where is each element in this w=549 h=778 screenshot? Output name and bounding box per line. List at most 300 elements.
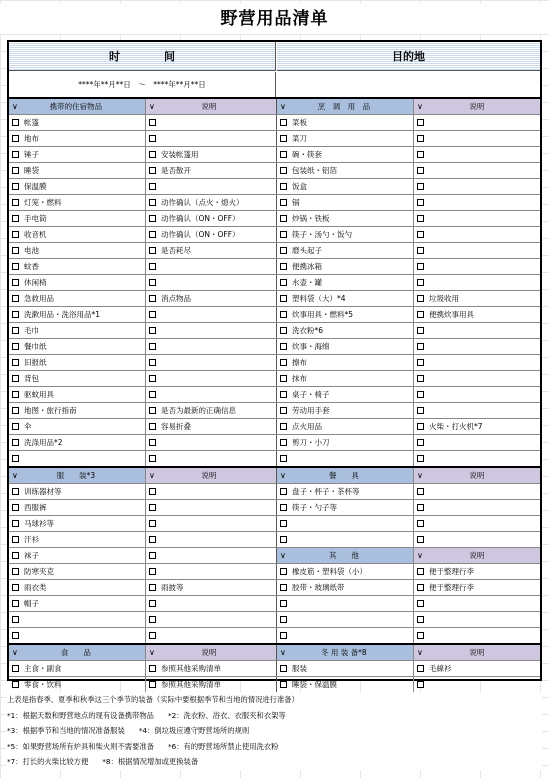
item-left[interactable] [9,243,146,258]
checkbox[interactable] [149,520,156,527]
checkbox[interactable] [280,568,287,575]
item-left[interactable] [9,387,146,402]
item-right[interactable] [277,163,414,178]
note-right[interactable] [414,371,540,386]
checkbox[interactable] [149,584,156,591]
checkbox[interactable] [417,423,424,430]
note-left[interactable] [146,307,277,322]
item-right[interactable] [277,516,414,531]
note-right[interactable] [414,131,540,146]
checkbox[interactable] [280,504,287,511]
item-left[interactable] [9,259,146,274]
note-left[interactable] [146,596,277,611]
checkbox[interactable] [417,199,424,206]
note-left[interactable] [146,516,277,531]
checkbox[interactable] [280,327,287,334]
checkbox[interactable] [417,183,424,190]
item-right[interactable] [277,147,414,162]
checkbox[interactable] [280,263,287,270]
note-left[interactable] [146,355,277,370]
checkbox[interactable] [12,135,19,142]
item-right[interactable] [277,243,414,258]
checkbox[interactable] [280,135,287,142]
item-left[interactable] [9,548,146,563]
checkbox[interactable] [149,295,156,302]
chevron-down-icon[interactable]: ∨ [149,648,155,657]
item-right-text: 炊事用具・燃料*5 [292,310,354,319]
checkbox[interactable] [149,616,156,623]
checkbox[interactable] [12,391,19,398]
note-left[interactable] [146,580,277,595]
checkbox[interactable] [12,263,19,270]
item-left[interactable] [9,163,146,178]
note-left[interactable] [146,371,277,386]
checkbox[interactable] [417,488,424,495]
checkbox[interactable] [417,504,424,511]
note-right[interactable] [414,275,540,290]
checkbox[interactable] [149,375,156,382]
item-right[interactable] [277,403,414,418]
item-left[interactable] [9,307,146,322]
checkbox[interactable] [12,199,19,206]
checkbox[interactable] [280,295,287,302]
checkbox[interactable] [12,665,19,672]
note-right[interactable] [414,227,540,242]
checkbox[interactable] [280,520,287,527]
footnote-3: *3：根据季节和当地的情况准备服装 [7,726,125,735]
checkbox[interactable] [417,151,424,158]
checkbox[interactable] [417,167,424,174]
checkbox[interactable] [280,488,287,495]
checkbox[interactable] [12,343,19,350]
note-left[interactable] [146,131,277,146]
checkbox[interactable] [280,167,287,174]
item-left[interactable] [9,677,146,692]
note-left[interactable] [146,532,277,547]
item-right[interactable] [277,339,414,354]
checkbox[interactable] [417,215,424,222]
item-right[interactable] [277,131,414,146]
section-header-cell [9,468,146,483]
checkbox[interactable] [149,327,156,334]
checkbox[interactable] [12,520,19,527]
item-left[interactable] [9,532,146,547]
item-left[interactable] [9,435,146,450]
checklist-row [9,147,540,163]
note-left[interactable] [146,628,277,643]
checkbox[interactable] [12,167,19,174]
checkbox[interactable] [417,520,424,527]
item-left[interactable] [9,275,146,290]
checkbox[interactable] [12,279,19,286]
checkbox[interactable] [12,681,19,688]
note-right[interactable] [414,243,540,258]
checkbox[interactable] [149,359,156,366]
checkbox[interactable] [12,231,19,238]
checkbox[interactable] [12,600,19,607]
note-left[interactable] [146,451,277,466]
note-left[interactable] [146,323,277,338]
checkbox[interactable] [12,375,19,382]
note-right[interactable] [414,115,540,130]
checkbox[interactable] [417,375,424,382]
item-left[interactable] [9,323,146,338]
item-left[interactable] [9,516,146,531]
chevron-down-icon[interactable]: ∨ [417,551,423,560]
note-left[interactable] [146,211,277,226]
item-right[interactable] [277,484,414,499]
chevron-down-icon[interactable]: ∨ [149,471,155,480]
item-right[interactable] [277,580,414,595]
note-left[interactable] [146,677,277,692]
item-right-text: 服装 [292,664,307,673]
chevron-down-icon[interactable]: ∨ [280,648,286,657]
item-left[interactable] [9,195,146,210]
note-left[interactable] [146,115,277,130]
item-left[interactable] [9,179,146,194]
checkbox[interactable] [12,151,19,158]
checkbox[interactable] [417,359,424,366]
note-right[interactable] [414,147,540,162]
checkbox[interactable] [280,151,287,158]
checkbox[interactable] [417,311,424,318]
note-right[interactable] [414,355,540,370]
item-left[interactable] [9,628,146,643]
note-right[interactable] [414,323,540,338]
note-right[interactable] [414,661,540,676]
note-left[interactable] [146,548,277,563]
checkbox[interactable] [149,343,156,350]
checkbox[interactable] [149,231,156,238]
checkbox[interactable] [12,632,19,639]
checkbox[interactable] [280,215,287,222]
note-right[interactable] [414,564,540,579]
note-right[interactable] [414,628,540,643]
item-left[interactable] [9,580,146,595]
checkbox[interactable] [280,199,287,206]
destination-value[interactable] [277,72,540,97]
note-right[interactable] [414,163,540,178]
checkbox[interactable] [149,439,156,446]
item-left[interactable] [9,661,146,676]
checkbox[interactable] [12,616,19,623]
checkbox[interactable] [12,295,19,302]
item-right[interactable] [277,275,414,290]
note-left[interactable] [146,500,277,515]
note-right[interactable] [414,451,540,466]
note-right[interactable] [414,419,540,434]
note-right[interactable] [414,500,540,515]
checkbox[interactable] [280,616,287,623]
checkbox[interactable] [12,327,19,334]
item-left[interactable] [9,419,146,434]
checkbox[interactable] [149,215,156,222]
note-left[interactable] [146,163,277,178]
item-right[interactable] [277,564,414,579]
note-right[interactable] [414,307,540,322]
checkbox[interactable] [417,279,424,286]
checkbox[interactable] [280,247,287,254]
checkbox[interactable] [12,183,19,190]
item-right[interactable] [277,227,414,242]
chevron-down-icon[interactable]: ∨ [417,648,423,657]
checkbox[interactable] [417,616,424,623]
item-left[interactable] [9,227,146,242]
item-right[interactable] [277,323,414,338]
checkbox[interactable] [417,439,424,446]
checklist-row [9,564,540,580]
checkbox[interactable] [280,536,287,543]
item-left-text: 餐巾纸 [24,342,47,351]
checkbox[interactable] [280,681,287,688]
checkbox[interactable] [280,375,287,382]
item-right[interactable] [277,307,414,322]
checkbox[interactable] [417,681,424,688]
checkbox[interactable] [149,600,156,607]
item-right-text: 水壶・罐 [292,278,322,287]
checklist-row [9,227,540,243]
checkbox[interactable] [149,665,156,672]
item-right[interactable] [277,419,414,434]
checkbox[interactable] [149,568,156,575]
checkbox[interactable] [149,632,156,639]
checkbox[interactable] [149,279,156,286]
item-right[interactable] [277,500,414,515]
item-right[interactable] [277,195,414,210]
checkbox[interactable] [149,183,156,190]
checkbox[interactable] [280,359,287,366]
checkbox[interactable] [417,455,424,462]
note-left[interactable] [146,291,277,306]
item-right[interactable] [277,435,414,450]
checkbox[interactable] [149,135,156,142]
note-right[interactable] [414,435,540,450]
item-left-text: 马球衫等 [24,519,54,528]
checkbox[interactable] [12,552,19,559]
checkbox[interactable] [417,295,424,302]
checkbox[interactable] [149,536,156,543]
checkbox[interactable] [12,488,19,495]
checklist-row [9,677,540,693]
checkbox[interactable] [280,439,287,446]
checkbox[interactable] [280,665,287,672]
item-left[interactable] [9,484,146,499]
item-left[interactable] [9,596,146,611]
checkbox[interactable] [149,263,156,270]
item-left[interactable] [9,115,146,130]
checkbox[interactable] [12,423,19,430]
note-right[interactable] [414,291,540,306]
checkbox[interactable] [149,407,156,414]
item-left[interactable] [9,451,146,466]
checkbox[interactable] [280,455,287,462]
checkbox[interactable] [417,327,424,334]
item-left[interactable] [9,339,146,354]
note-right[interactable] [414,677,540,692]
note-left[interactable] [146,275,277,290]
note-left[interactable] [146,387,277,402]
item-left-text: 汗衫 [24,535,39,544]
item-right[interactable] [277,661,414,676]
chevron-down-icon[interactable]: ∨ [280,551,286,560]
item-right[interactable] [277,677,414,692]
item-right[interactable] [277,371,414,386]
checkbox[interactable] [12,359,19,366]
note-right[interactable] [414,195,540,210]
checkbox[interactable] [417,632,424,639]
note-right[interactable] [414,339,540,354]
checkbox[interactable] [280,423,287,430]
note-right[interactable] [414,259,540,274]
item-left[interactable] [9,131,146,146]
item-right[interactable] [277,259,414,274]
item-right[interactable] [277,532,414,547]
checkbox[interactable] [12,439,19,446]
checkbox[interactable] [149,552,156,559]
checkbox[interactable] [149,151,156,158]
checkbox[interactable] [417,584,424,591]
item-right[interactable] [277,211,414,226]
item-right[interactable] [277,612,414,627]
checkbox[interactable] [12,247,19,254]
checkbox[interactable] [280,119,287,126]
item-right[interactable] [277,451,414,466]
checkbox[interactable] [280,231,287,238]
note-left[interactable] [146,612,277,627]
note-left[interactable] [146,179,277,194]
checkbox[interactable] [12,584,19,591]
checkbox[interactable] [280,391,287,398]
checkbox[interactable] [149,423,156,430]
checkbox[interactable] [149,167,156,174]
chevron-down-icon[interactable]: ∨ [12,102,18,111]
checkbox[interactable] [417,568,424,575]
item-right[interactable] [277,115,414,130]
checkbox[interactable] [417,391,424,398]
note-left[interactable] [146,484,277,499]
checkbox[interactable] [417,665,424,672]
checkbox[interactable] [280,279,287,286]
item-right-text: 菜板 [292,118,307,127]
checkbox[interactable] [280,343,287,350]
note-left[interactable] [146,227,277,242]
note-left[interactable] [146,259,277,274]
checkbox[interactable] [149,199,156,206]
note-right[interactable] [414,516,540,531]
note-left[interactable] [146,435,277,450]
note-left[interactable] [146,195,277,210]
checkbox[interactable] [12,504,19,511]
checkbox[interactable] [280,183,287,190]
checkbox[interactable] [12,455,19,462]
checkbox[interactable] [280,632,287,639]
checkbox[interactable] [417,263,424,270]
item-left[interactable] [9,291,146,306]
checkbox[interactable] [149,311,156,318]
note-left[interactable] [146,243,277,258]
item-left[interactable] [9,355,146,370]
checkbox[interactable] [280,584,287,591]
checkbox[interactable] [149,247,156,254]
chevron-down-icon[interactable]: ∨ [12,471,18,480]
note-left[interactable] [146,147,277,162]
checkbox[interactable] [12,119,19,126]
item-left-text: 洗漱用品・洗浴用品*1 [24,310,101,319]
chevron-down-icon[interactable]: ∨ [417,471,423,480]
note-right[interactable] [414,580,540,595]
checkbox[interactable] [417,135,424,142]
note-right[interactable] [414,179,540,194]
item-right[interactable] [277,179,414,194]
note-left[interactable] [146,403,277,418]
note-right[interactable] [414,596,540,611]
chevron-down-icon[interactable]: ∨ [280,471,286,480]
note-right[interactable] [414,484,540,499]
checkbox[interactable] [12,311,19,318]
item-left[interactable] [9,403,146,418]
note-left[interactable] [146,339,277,354]
checkbox[interactable] [149,681,156,688]
item-left[interactable] [9,612,146,627]
item-right[interactable] [277,291,414,306]
note-right[interactable] [414,403,540,418]
checkbox[interactable] [12,215,19,222]
checkbox[interactable] [417,600,424,607]
note-right[interactable] [414,532,540,547]
checkbox[interactable] [417,407,424,414]
checkbox[interactable] [12,407,19,414]
checkbox[interactable] [417,343,424,350]
checkbox[interactable] [280,600,287,607]
note-left[interactable] [146,419,277,434]
item-left[interactable] [9,500,146,515]
checkbox[interactable] [149,504,156,511]
item-left[interactable] [9,371,146,386]
section-header-cell [414,645,540,660]
chevron-down-icon[interactable]: ∨ [417,102,423,111]
item-right[interactable] [277,355,414,370]
chevron-down-icon[interactable]: ∨ [12,648,18,657]
note-right[interactable] [414,211,540,226]
item-left[interactable] [9,147,146,162]
note-right[interactable] [414,387,540,402]
checkbox[interactable] [149,488,156,495]
checkbox[interactable] [280,311,287,318]
checkbox[interactable] [280,407,287,414]
checkbox[interactable] [12,536,19,543]
checkbox[interactable] [417,231,424,238]
item-right[interactable] [277,596,414,611]
item-left[interactable] [9,564,146,579]
chevron-down-icon[interactable]: ∨ [149,102,155,111]
checkbox[interactable] [12,568,19,575]
chevron-down-icon[interactable]: ∨ [280,102,286,111]
item-right-text: 磨头起子 [292,246,322,255]
note-left[interactable] [146,564,277,579]
item-left[interactable] [9,211,146,226]
checkbox[interactable] [417,536,424,543]
note-left[interactable] [146,661,277,676]
checkbox[interactable] [149,119,156,126]
checkbox[interactable] [417,247,424,254]
checkbox[interactable] [149,391,156,398]
checkbox[interactable] [149,455,156,462]
note-right[interactable] [414,612,540,627]
checkbox[interactable] [417,119,424,126]
item-right[interactable] [277,387,414,402]
item-right[interactable] [277,628,414,643]
section-title: 餐 具 [328,471,359,480]
